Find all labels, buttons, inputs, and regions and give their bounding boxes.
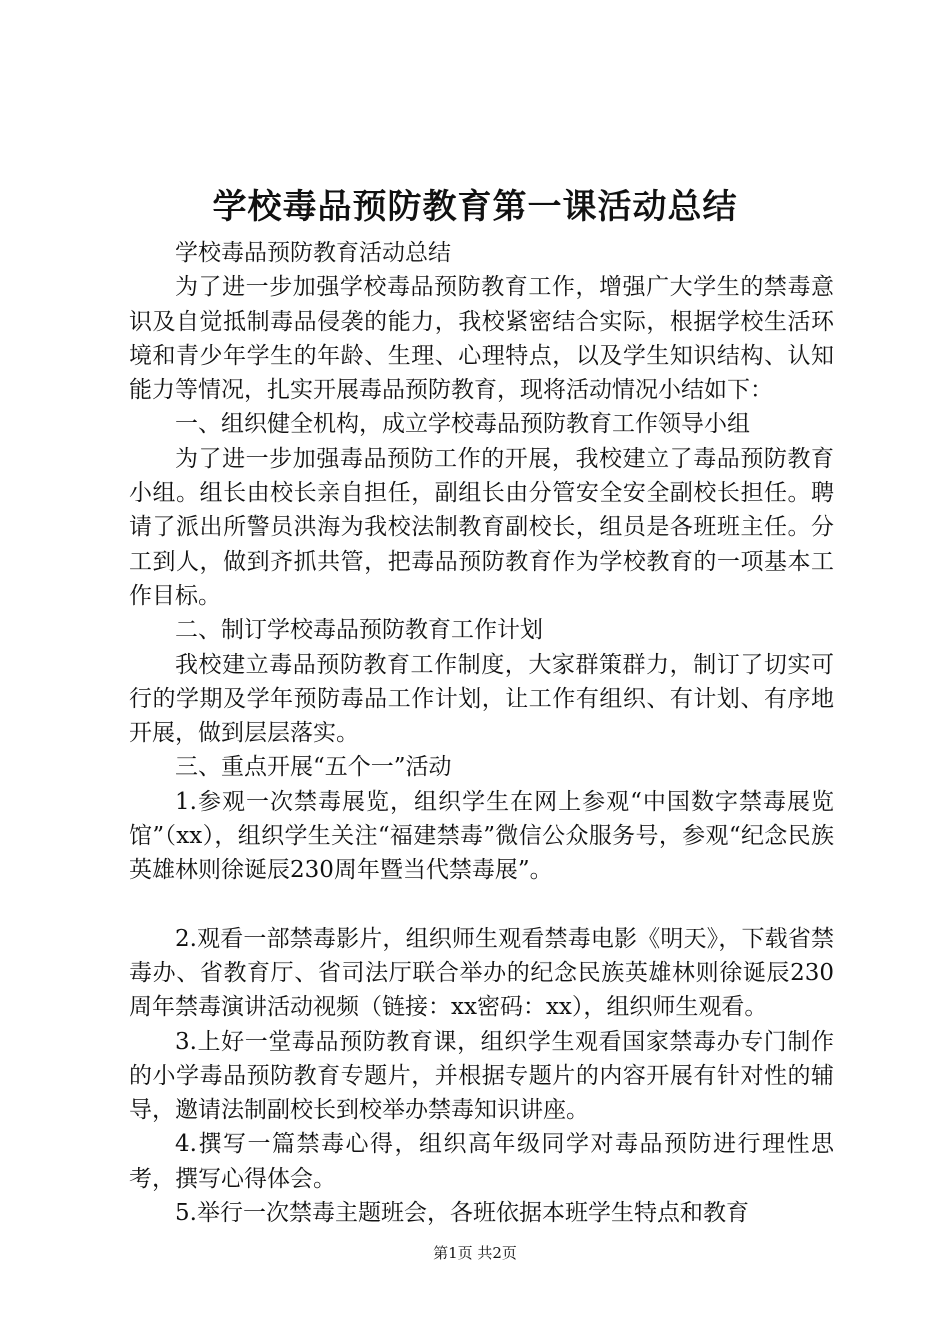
activity-item-3: 3.上好一堂毒品预防教育课，组织学生观看国家禁毒办专门制作的小学毒品预防教育专题片，并根据专题片的内容开展有针对性的辅导，邀请法制副校长到校举办禁毒知识讲座。 (129, 1028, 834, 1124)
page-number-footer: 第1页 共2页 (433, 1244, 517, 1262)
activity-item-2: 2.观看一部禁毒影片，组织师生观看禁毒电影《明天》，下载省禁毒办、省教育厅、省司法厅联合举办的纪念民族英雄林则徐诞辰230周年禁毒演讲活动视频（链接：xx密码：xx），组织师生观看。 (129, 925, 834, 1021)
activity-item-4: 4.撰写一篇禁毒心得，组织高年级同学对毒品预防进行理性思考，撰写心得体会。 (129, 1131, 834, 1192)
document-title: 学校毒品预防教育第一课活动总结 (212, 187, 738, 227)
section-heading-1: 一、组织健全机构，成立学校毒品预防教育工作领导小组 (175, 411, 750, 438)
paragraph-intro: 为了进一步加强学校毒品预防教育工作，增强广大学生的禁毒意识及自觉抵制毒品侵袭的能力，我校紧密结合实际，根据学校生活环境和青少年学生的年龄、生理、心理特点，以及学生知识结构、认知能力等情况，扎实开展毒品预防教育，现将活动情况小结如下： (129, 274, 834, 404)
document-body (129, 236, 834, 1230)
paragraph-section-1: 为了进一步加强毒品预防工作的开展，我校建立了毒品预防教育小组。组长由校长亲自担任，副组长由分管安全安全副校长担任。聘请了派出所警员洪海为我校法制教育副校长，组员是各班班主任。分工到人，做到齐抓共管，把毒品预防教育作为学校教育的一项基本工作目标。 (129, 445, 834, 609)
section-heading-3: 三、重点开展“五个一”活动 (175, 754, 452, 781)
paragraph-subtitle: 学校毒品预防教育活动总结 (175, 240, 451, 266)
activity-item-5: 5.举行一次禁毒主题班会，各班依据本班学生特点和教育 (175, 1200, 749, 1227)
activity-item-1: 1.参观一次禁毒展览，组织学生在网上参观“中国数字禁毒展览馆”（xx），组织学生关注“福建禁毒”微信公众服务号，参观“纪念民族英雄林则徐诞辰230周年暨当代禁毒展”。 (129, 788, 834, 884)
paragraph-section-2: 我校建立毒品预防教育工作制度，大家群策群力，制订了切实可行的学期及学年预防毒品工作计划，让工作有组织、有计划、有序地开展，做到层层落实。 (129, 651, 834, 747)
section-heading-2: 二、制订学校毒品预防教育工作计划 (175, 617, 543, 644)
